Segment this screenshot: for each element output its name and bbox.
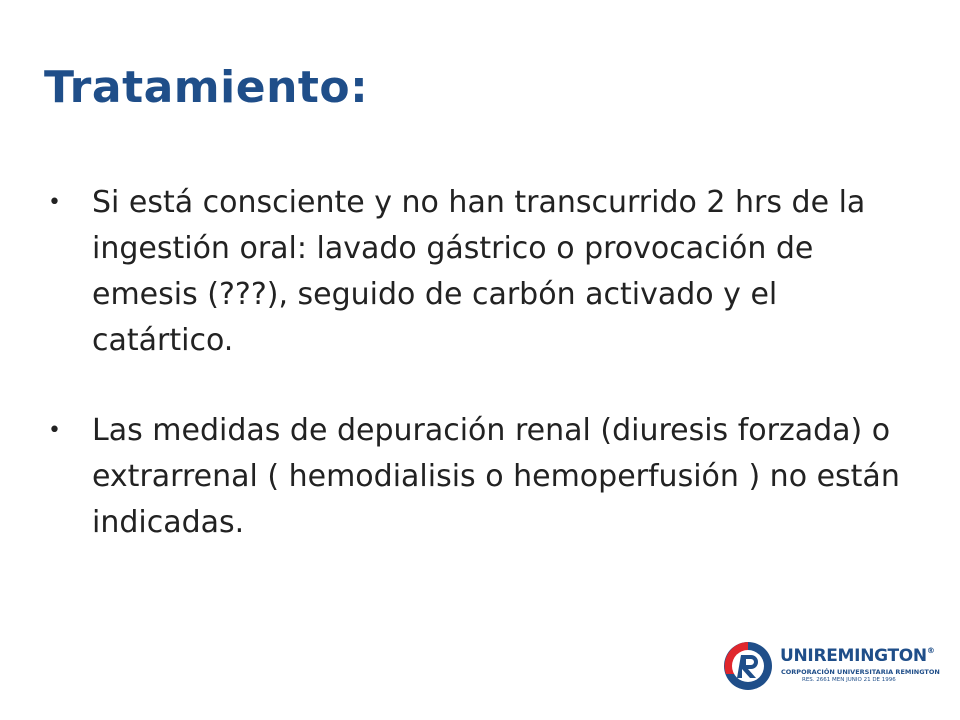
logo-subtitle: CORPORACIÓN UNIVERSITARIA REMINGTON bbox=[781, 668, 940, 676]
logo-resolution: RES. 2661 MEN JUNIO 21 DE 1996 bbox=[802, 677, 896, 683]
uniremington-emblem-icon bbox=[722, 640, 774, 692]
uniremington-logo bbox=[722, 640, 940, 692]
bullet-item bbox=[48, 180, 918, 364]
bullet-dot-icon: • bbox=[48, 418, 61, 443]
bullet-text: Si está consciente y no han transcurrido 2 hrs de la ingestión oral: lavado gástrico o provocación de emesis (???), seguido de carbón activado y el catártico. bbox=[92, 185, 866, 358]
bullet-list bbox=[48, 180, 918, 546]
bullet-dot-icon: • bbox=[48, 190, 61, 215]
slide-title: Tratamiento: bbox=[44, 62, 369, 113]
bullet-text: Las medidas de depuración renal (diuresis forzada) o extrarrenal ( hemodialisis o hemoperfusión ) no están indicadas. bbox=[92, 413, 900, 540]
logo-wordmark: UNIREMINGTON® bbox=[780, 646, 935, 666]
bullet-item bbox=[48, 408, 918, 546]
